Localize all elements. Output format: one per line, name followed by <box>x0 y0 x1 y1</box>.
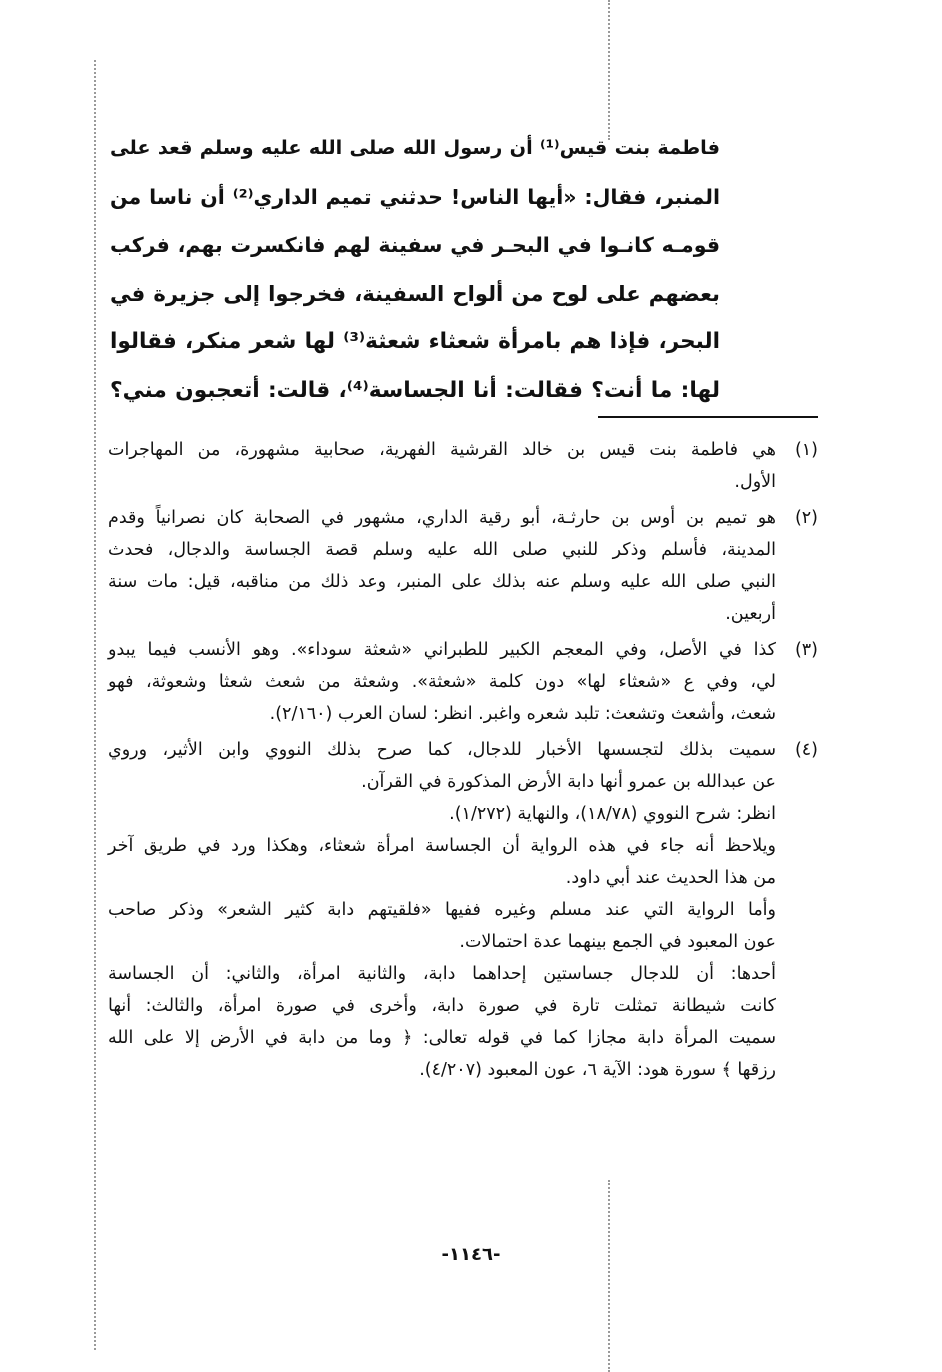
main-text-line: البحر، فإذا هم بامرأة شعثاء شعثة⁽³⁾ لها شعر منكر، فقالوا <box>110 329 720 354</box>
footnote-line: وأما الرواية التي عند مسلم وغيره ففيها «فلقيتهم دابة كثير الشعر» وذكر صاحب <box>108 900 776 920</box>
footnote-number: (١) <box>794 440 818 460</box>
footnote-line: النبي صلى الله عليه وسلم عنه بذلك على المنبر، وعد ذلك من مناقبه، قيل: مات سنة <box>108 572 776 592</box>
main-text-line: لها: ما أنت؟ فقالت: أنا الجساسة⁽⁴⁾، قالت: أتعجبون مني؟ <box>110 377 720 403</box>
footnote-line: المدينة، فأسلم وذكر للنبي صلى الله عليه وسلم قصة الجساسة والدجال، فحدث <box>108 540 776 560</box>
footnotes-section <box>108 434 818 1090</box>
footnote-line: شعث، وأشعث وتشعث: تلبد شعره واغبر. انظر: لسان العرب (٢/١٦٠). <box>269 704 776 724</box>
main-text-line: فاطمة بنت قيس⁽¹⁾ أن رسول الله صلى الله عليه وسلم قعد على <box>110 136 721 159</box>
footnote-line: عن عبدالله بن عمرو أنها دابة الأرض المذكورة في القرآن. <box>361 772 776 792</box>
footnote-number: (٤) <box>794 740 818 760</box>
footnote-line: الأول. <box>734 472 776 492</box>
footnote-line: كانت شيطانة تمثلت تارة في صورة دابة، وأخرى في صورة امرأة، والثالث: أنها <box>108 996 776 1016</box>
footnote-line: عون المعبود في الجمع بينهما عدة احتمالات. <box>459 932 776 952</box>
footnote-line: أربعين. <box>725 604 776 624</box>
footnote-line: رزقها ﴾ سورة هود: الآية ٦، عون المعبود (٤/٢٠٧). <box>419 1060 776 1080</box>
main-text-line: المنبر، فقال: «أيها الناس! حدثني تميم الداري⁽²⁾ أن ناسا من <box>110 184 720 209</box>
footnote-line: لي، وفي ع «شعثاء لها» دون كلمة «شعثة». وشعثة من شعث شعثا وشعوثة، فهو <box>108 672 776 692</box>
footnote-line: انظر: شرح النووي (١٨/٧٨)، والنهاية (١/٢٧٢). <box>449 804 776 824</box>
page-number: -١١٤٦- <box>441 1244 501 1265</box>
main-text-block <box>110 124 720 415</box>
footnote-line: من هذا الحديث عند أبي داود. <box>565 868 776 888</box>
footnote-1 <box>108 434 818 498</box>
footnote-line: سميت بذلك لتجسسها الأخبار للدجال، كما صرح بذلك النووي وابن الأثير، وروي <box>108 740 776 760</box>
footnote-3 <box>108 634 818 730</box>
footnote-line: كذا في الأصل، وفي المعجم الكبير للطبراني «شعثة سوداء». وهو الأنسب فيما يبدو <box>108 640 776 660</box>
footnote-line: هي فاطمة بنت قيس بن خالد القرشية الفهرية، صحابية مشهورة، من المهاجرات <box>108 440 776 460</box>
footnote-2 <box>108 502 818 630</box>
footnote-separator-rule <box>598 416 818 418</box>
footnote-line: أحدها: أن للدجال جساستين إحداهما دابة، والثانية امرأة، والثاني: أن الجساسة <box>108 964 776 984</box>
footnote-number: (٢) <box>794 508 818 528</box>
footnote-4 <box>108 734 818 1086</box>
scan-margin-dots-bottom <box>608 1180 610 1372</box>
scan-margin-dots-left <box>94 60 96 1350</box>
footnote-number: (٣) <box>794 640 818 660</box>
main-text-line: قومـه كانـوا في البحـر في سفينة لهم فانكسرت بهم، فركب <box>110 233 720 257</box>
footnote-line: هو تميم بن أوس بن حارثـة، أبو رقية الداري، مشهور في الصحابة كان نصرانياً وقدم <box>108 508 776 528</box>
footnote-line: ويلاحظ أنه جاء في هذه الرواية أن الجساسة امرأة شعثاء، وهكذا ورد في طريق آخر <box>108 836 776 856</box>
scan-margin-dots-top <box>608 0 610 140</box>
main-text-line: بعضهم على لوح من ألواح السفينة، فخرجوا إلى جزيرة في <box>110 280 720 306</box>
footnote-line: سميت المرأة دابة مجازا كما في قوله تعالى: ﴿ وما من دابة في الأرض إلا على الله <box>108 1028 776 1048</box>
